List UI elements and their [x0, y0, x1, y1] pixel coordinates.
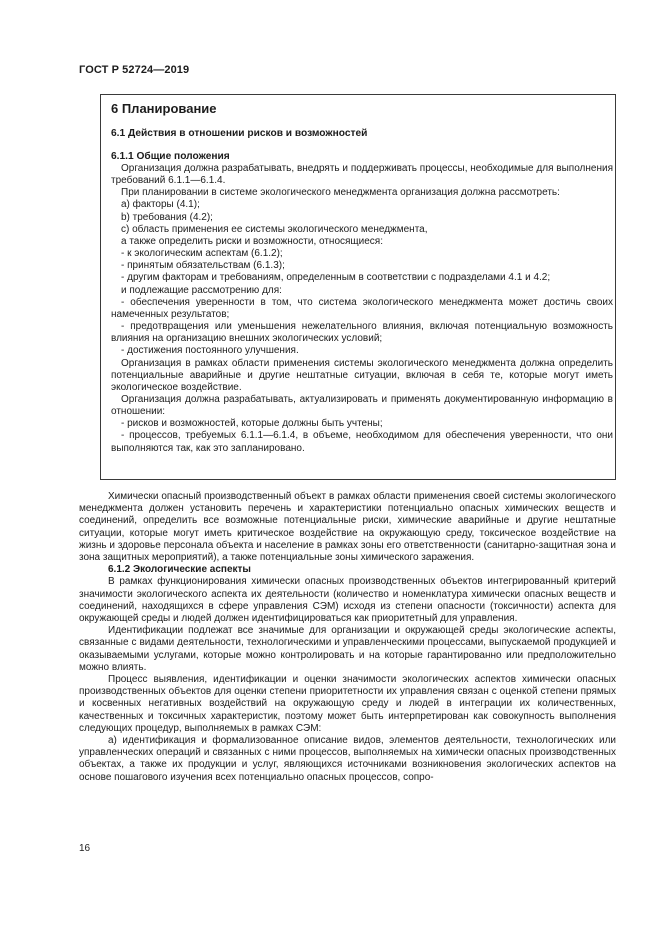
clause-heading-6-1-2: 6.1.2 Экологические аспекты: [108, 564, 251, 576]
page-number: 16: [79, 843, 91, 854]
box-list-item: - другим факторам и требованиям, определенным в соответствии с подразделами 4.1 и 4.2;: [121, 272, 551, 284]
quoted-standard-frame: [100, 94, 616, 480]
box-list-item: - обеспечения уверенности в том, что система экологического менеджмента может достичь своих намеченных результатов;: [111, 296, 613, 320]
box-paragraph: а также определить риски и возможности, относящиеся:: [121, 235, 384, 247]
body-paragraph: Процесс выявления, идентификации и оценки значимости экологических аспектов химически опасных производственных объектов для оценки степени приоритетности их управления связан с оценкой степени прямых и косвенных негативных воздействий на окружающую среду и людей в интеграции их количественных, качественных и токсичных характеристик, поэтому может быть интерпретирован как совокупность выполнения следующих процедур, выполняемых в рамках СЭМ:: [79, 674, 616, 734]
box-list-item: c) область применения ее системы экологического менеджмента,: [121, 223, 428, 235]
box-paragraph: При планировании в системе экологического менеджмента организация должна рассмотреть:: [121, 187, 560, 199]
clause-heading: 6.1.1 Общие положения: [111, 151, 230, 162]
document-code: ГОСТ Р 52724—2019: [79, 64, 190, 76]
box-list-item: a) факторы (4.1);: [121, 199, 200, 211]
section-heading: 6 Планирование: [111, 101, 217, 116]
body-paragraph: В рамках функционирования химически опасных производственных объектов интегрированный критерий значимости экологического аспекта их деятельности (количество и номенклатура химически опасных веществ и соединений, находящихся в сфере управления СЭМ) исходя из степени опасности (токсичности) аспекта для окружающей среды и людей должен идентифицироваться как приоритетный для управления.: [79, 576, 616, 625]
body-list-item: а) идентификация и формализованное описание видов, элементов деятельности, технологических или управленческих операций и связанных с ними процессов, выполняемых на химически опасных производственных объектах, а также их продукции и услуг, являющихся источниками возникновения экологических аспектов на основе пошагового изучения всех потенциально опасных процессов, сопро-: [79, 735, 616, 783]
body-paragraph: Химически опасный производственный объект в рамках области применения своей системы экологического менеджмента должен установить перечень и характеристики потенциально опасных химических веществ и соединений, определить все возможные потенциальные риски, химические аварийные и другие нештатные ситуации, которые могут иметь критическое воздействие на окружающую среду, токсическое воздействие на жизнь и здоровье персонала объекта и население в рамках зоны его ответственности (санитарно-защитная зона и зона защитных мероприятий), а также потенциальные зоны химического заражения.: [79, 491, 616, 564]
box-list-item: - к экологическим аспектам (6.1.2);: [121, 248, 283, 260]
box-list-item: - процессов, требуемых 6.1.1—6.1.4, в объеме, необходимом для обеспечения уверенности, что они выполняются так, как это запланировано.: [111, 430, 613, 454]
body-paragraph: Идентификации подлежат все значимые для организации и окружающей среды экологические аспекты, связанные с видами деятельности, технологическими и управленческими процессами, выпускаемой продукцией и оказываемыми услугами, которые можно контролировать и на которые гарантированно или предположительно можно влиять.: [79, 625, 616, 673]
box-paragraph: Организация в рамках области применения системы экологического менеджмента должна определить потенциальные аварийные и другие нештатные ситуации, включая в себя те, которые могут иметь экологическое воздействие.: [111, 357, 613, 393]
box-paragraph: и подлежащие рассмотрению для:: [121, 284, 282, 296]
box-paragraph: Организация должна разрабатывать, внедрять и поддерживать процессы, необходимые для выполнения требований 6.1.1—6.1.4.: [111, 163, 613, 187]
body-text: [79, 491, 616, 784]
box-list-item: - принятым обязательствам (6.1.3);: [121, 260, 285, 272]
box-list-item: - предотвращения или уменьшения нежелательного влияния, включая потенциальную возможность влияния на организацию внешних экологических условий;: [111, 321, 613, 345]
box-paragraph: Организация должна разрабатывать, актуализировать и применять документированную информацию в отношении:: [111, 393, 613, 418]
box-list-item: b) требования (4.2);: [121, 211, 213, 223]
subsection-heading: 6.1 Действия в отношении рисков и возможностей: [111, 128, 368, 139]
box-list-item: - рисков и возможностей, которые должны быть учтены;: [121, 418, 383, 430]
box-list-item: - достижения постоянного улучшения.: [121, 345, 299, 357]
